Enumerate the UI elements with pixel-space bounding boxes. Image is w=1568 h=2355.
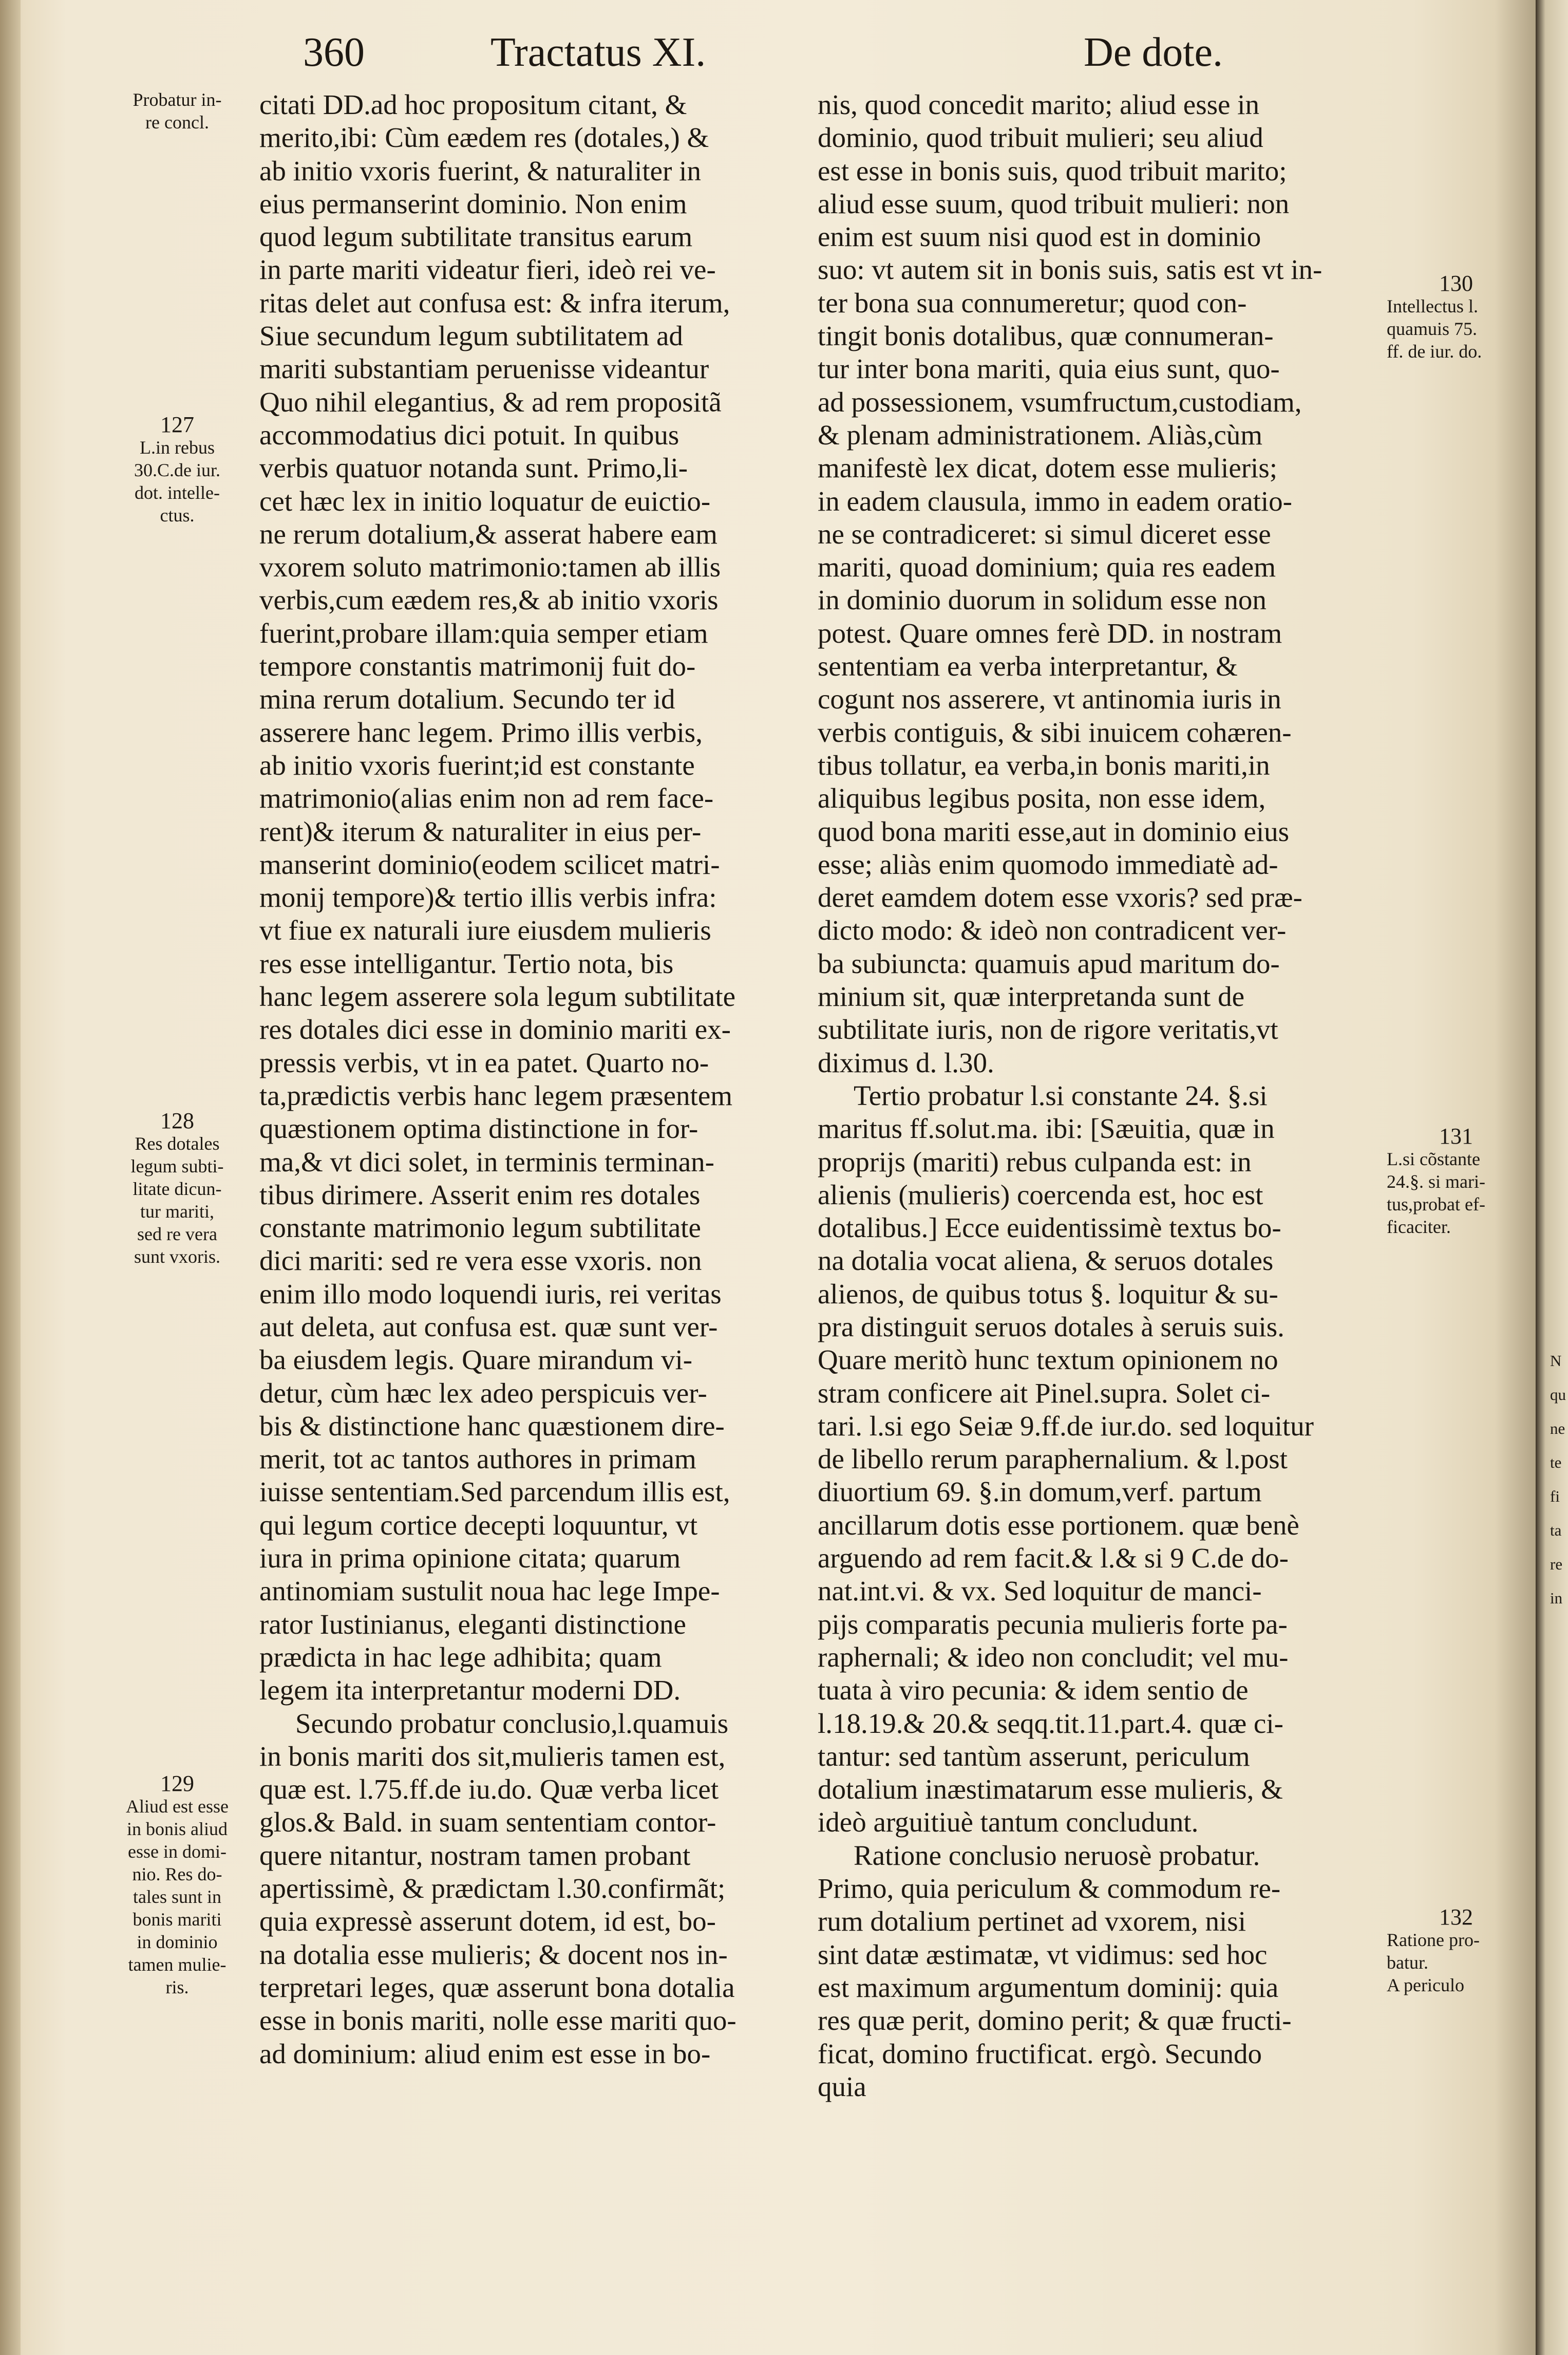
text-line: Siue secundum legum subtilitatem ad [259,320,683,352]
text-line: antinomiam sustulit noua hac lege Impe- [259,1575,720,1607]
text-line: ritas delet aut confusa est: & infra iterum, [259,287,730,319]
text-line: deret eamdem dotem esse vxoris? sed præ- [818,882,1302,913]
margin-note-line: tales sunt in [133,1886,221,1907]
text-line: esse in bonis mariti, nolle esse mariti quo- [259,2005,736,2036]
text-line: arguendo ad rem facit.& l.& si 9 C.de do- [818,1542,1289,1574]
text-line: monij tempore)& tertio illis verbis infra: [259,882,717,913]
text-line: manserint dominio(eodem scilicet matri- [259,848,720,880]
margin-note-line: A periculo [1387,1975,1464,1995]
text-line: ad dominium: aliud enim est esse in bo- [259,2038,711,2069]
margin-note-line: dot. intelle- [135,482,220,503]
margin-note-line: bonis mariti [133,1909,222,1930]
text-line: glos.& Bald. in suam sententiam contor- [259,1806,716,1838]
margin-note [110,88,244,134]
facing-page-edge [1536,0,1568,2355]
text-line: minium sit, quæ interpretanda sunt de [818,981,1244,1013]
margin-note-number: 130 [1439,271,1473,296]
margin-note-line: esse in domi- [128,1841,226,1862]
running-section: De dote. [1084,30,1223,75]
text-line: alienos, de quibus totus §. loquitur & su- [818,1278,1278,1310]
text-line: constante matrimonio legum subtilitate [259,1212,701,1244]
margin-note-line: 24.§. si mari- [1387,1171,1485,1192]
text-line: stram conficere ait Pinel.supra. Solet ci- [818,1377,1271,1409]
text-line: merit, tot ac tantos authores in primam [259,1443,696,1475]
text-line: res quæ perit, domino perit; & quæ fructi- [818,2005,1292,2036]
margin-note-line: ficaciter. [1387,1217,1451,1237]
facing-page-fragment: te [1550,1453,1562,1471]
margin-note-line: ris. [165,1977,189,1997]
text-line: ficat, domino fructificat. ergò. Secundo [818,2038,1262,2069]
text-line: na dotalia vocat aliena, & seruos dotales [818,1245,1274,1277]
margin-note-line: re concl. [145,112,209,133]
text-line: alienis (mulieris) coercenda est, hoc est [818,1179,1263,1210]
text-line: detur, cùm hæc lex adeo perspicuis ver- [259,1377,707,1409]
text-line: in parte mariti videatur fieri, ideò rei ve- [259,254,716,286]
margin-note-line: tus,probat ef- [1387,1194,1485,1214]
margin-note-line: ctus. [160,505,195,526]
text-line: accommodatius dici potuit. In quibus [259,419,679,451]
text-line: eius permanserint dominio. Non enim [259,188,687,219]
text-line: tibus tollatur, ea verba,in bonis mariti,in [818,749,1270,781]
margin-note [110,1772,244,1998]
text-line: tingit bonis dotalibus, quæ connumeran- [818,320,1274,352]
text-line: terpretari leges, quæ asserunt bona dotalia [259,1971,735,2003]
facing-page-fragment: in [1550,1589,1563,1607]
text-line: diximus d. l.30. [818,1046,994,1078]
margin-note-line: tamen mulie- [128,1954,226,1975]
margin-note-line: batur. [1387,1952,1428,1973]
margin-note [110,1110,244,1268]
text-line: in eadem clausula, immo in eadem oratio- [818,485,1292,517]
text-line: nat.int.vi. & vx. Sed loquitur de manci- [818,1575,1262,1607]
text-line: rent)& iterum & naturaliter in eius per- [259,815,702,847]
text-line: maritus ff.solut.ma. ibi: [Sæuitia, quæ in [818,1113,1275,1145]
margin-note-number: 127 [160,412,194,437]
margin-note-line: 30.C.de iur. [134,460,220,480]
text-line: quia [818,2070,866,2102]
text-line: manifestè lex dicat, dotem esse mulieris; [818,452,1278,484]
facing-page-fragment: N [1550,1352,1562,1370]
text-line: ad possessionem, vsumfructum,custodiam, [818,386,1302,418]
text-line: quod legum subtilitate transitus earum [259,221,693,253]
text-line: dicto modo: & ideò non contradicent ver- [818,914,1287,946]
text-line: sententiam ea verba interpretantur, & [818,650,1238,682]
text-line: ancillarum dotis esse portionem. quæ benè [818,1509,1299,1541]
text-line: in bonis mariti dos sit,mulieris tamen est, [259,1740,726,1772]
text-line: na dotalia esse mulieris; & docent nos in- [259,1938,728,1970]
text-line: res esse intelligantur. Tertio nota, bis [259,947,674,979]
text-line: ab initio vxoris fuerint, & naturaliter in [259,155,701,186]
text-column-right [818,88,1377,2103]
text-line: & plenam administrationem. Aliàs,cùm [818,419,1263,451]
margin-note-line: in bonis aliud [127,1819,228,1839]
text-line: fuerint,probare illam:quia semper etiam [259,617,708,649]
margin-note-line: Aliud est esse [126,1796,229,1817]
text-line: ideò arguitiuè tantum concludunt. [818,1806,1199,1838]
margin-note-number: 131 [1439,1124,1473,1149]
facing-page-fragment: ta [1550,1521,1562,1539]
margin-note-line: quamuis 75. [1387,319,1477,339]
text-line: verbis contiguis, & sibi inuicem cohæren- [818,716,1292,748]
text-line: tur inter bona mariti, quia eius sunt, quo- [818,353,1280,385]
margin-note-line: in dominio [137,1932,218,1952]
text-line: suo: vt autem sit in bonis suis, satis est vt in- [818,254,1323,286]
text-line: tuata à viro pecunia: & idem sentio de [818,1674,1249,1706]
text-line: ter bona sua connumeretur; quod con- [818,287,1247,319]
running-title: Tractatus XI. [490,30,706,75]
text-line: de libello rerum paraphernalium. & l.post [818,1443,1288,1475]
text-line: rum dotalium pertinet ad vxorem, nisi [818,1905,1246,1937]
text-line: aliquibus legibus posita, non esse idem, [818,782,1266,814]
text-line: Secundo probatur conclusio,l.quamuis [295,1707,729,1739]
text-line: verbis quatuor notanda sunt. Primo,li- [259,452,688,484]
text-line: enim illo modo loquendi iuris, rei veritas [259,1278,722,1310]
text-line: apertissimè, & prædictam l.30.confirmãt; [259,1873,726,1904]
text-line: tantur: sed tantùm asserunt, periculum [818,1740,1250,1772]
margin-note-line: tur mariti, [140,1201,214,1222]
text-line: legem ita interpretantur moderni DD. [259,1674,681,1706]
text-line: dici mariti: sed re vera esse vxoris. non [259,1245,702,1277]
text-line: asserere hanc legem. Primo illis verbis, [259,716,703,748]
text-line: Quo nihil elegantius, & ad rem propositã [259,386,722,418]
text-line: subtilitate iuris, non de rigore veritatis,vt [818,1014,1278,1045]
text-line: cet hæc lex in initio loquatur de euictio- [259,485,711,517]
margin-note [110,414,244,527]
margin-note-line: legum subti- [130,1156,224,1176]
margin-note-line: sunt vxoris. [134,1246,220,1267]
facing-page-fragment: re [1550,1555,1563,1573]
text-line: matrimonio(alias enim non ad rem face- [259,782,714,814]
text-line: potest. Quare omnes ferè DD. in nostram [818,617,1282,649]
text-line: ta,prædictis verbis hanc legem præsentem [259,1079,733,1111]
margin-note-line: Probatur in- [133,89,222,110]
text-line: mina rerum dotalium. Secundo ter id [259,683,675,715]
text-line: enim est suum nisi quod est in dominio [818,221,1261,253]
text-line: ba eiusdem legis. Quare mirandum vi- [259,1344,693,1376]
facing-page-fragment: qu [1550,1386,1566,1404]
margin-note-line: L.in rebus [140,437,215,458]
text-line: aut deleta, aut confusa est. quæ sunt ver- [259,1311,718,1342]
text-line: prædicta in hac lege adhibita; quam [259,1641,662,1673]
text-line: Quare meritò hunc textum opinionem no [818,1344,1278,1376]
text-line: ne se contradiceret: si simul diceret esse [818,518,1271,550]
text-line: cogunt nos asserere, vt antinomia iuris in [818,683,1281,715]
text-line: res dotales dici esse in dominio mariti ex- [259,1014,731,1045]
text-line: qui legum cortice decepti loquuntur, vt [259,1509,698,1541]
margin-note-line: Res dotales [135,1133,220,1154]
text-line: mariti substantiam peruenisse videantur [259,353,709,385]
text-line: quia expressè asserunt dotem, id est, bo- [259,1905,716,1937]
text-line: pra distinguit seruos dotales à seruis suis. [818,1311,1284,1342]
margin-note-number: 132 [1439,1904,1473,1930]
text-line: est esse in bonis suis, quod tribuit marito; [818,155,1287,186]
text-line: raphernali; & ideo non concludit; vel mu- [818,1641,1289,1673]
text-line: sint datæ æstimatæ, vt vidimus: sed hoc [818,1938,1268,1970]
text-line: ne rerum dotalium,& asserat habere eam [259,518,717,550]
margin-note-number: 128 [160,1108,194,1133]
margin-note-line: Intellectus l. [1387,296,1478,316]
text-line: proprijs (mariti) rebus culpanda est: in [818,1146,1252,1178]
margin-note-number: 129 [160,1771,194,1796]
margin-note-line: ff. de iur. do. [1387,341,1482,362]
page-gutter [0,0,21,2355]
text-line: tari. l.si ego Seiæ 9.ff.de iur.do. sed loquitur [818,1410,1314,1442]
text-line: rator Iustinianus, eleganti distinctione [259,1608,686,1640]
text-line: pijs comparatis pecunia mulieris forte pa- [818,1608,1288,1640]
text-line: est maximum argumentum dominij: quia [818,1971,1279,2003]
text-line: bis & distinctione hanc quæstionem dire- [259,1410,725,1442]
margin-note-line: nio. Res do- [132,1864,222,1884]
text-line: quere nitantur, nostram tamen probant [259,1839,691,1871]
text-line: tibus dirimere. Asserit enim res dotales [259,1179,701,1210]
text-line: dotalium inæstimatarum esse mulieris, & [818,1773,1283,1805]
page-edge-shadow [1495,0,1536,2355]
margin-note-line: sed re vera [137,1224,217,1244]
margin-note-line: L.si cõstante [1387,1149,1480,1169]
text-line: ba subiuncta: quamuis apud maritum do- [818,947,1280,979]
margin-note-line: litate dicun- [133,1179,222,1199]
facing-page-fragment: ne [1550,1419,1565,1437]
text-line: ab initio vxoris fuerint;id est constante [259,749,695,781]
text-line: Primo, quia periculum & commodum re- [818,1873,1281,1904]
text-line: aliud esse suum, quod tribuit mulieri: non [818,188,1290,219]
text-line: iura in prima opinione citata; quarum [259,1542,681,1574]
text-column-left [259,88,794,2070]
text-line: mariti, quoad dominium; quia res eadem [818,551,1276,583]
text-line: quod bona mariti esse,aut in dominio eius [818,815,1290,847]
text-line: quæstionem optima distinctione in for- [259,1113,698,1145]
text-line: pressis verbis, vt in ea patet. Quarto no- [259,1046,709,1078]
text-line: hanc legem asserere sola legum subtilitate [259,981,736,1013]
text-line: vt fiue ex naturali iure eiusdem mulieris [259,914,711,946]
text-line: Ratione conclusio neruosè probatur. [854,1839,1260,1871]
text-line: Tertio probatur l.si constante 24. §.si [854,1079,1268,1111]
text-line: dotalibus.] Ecce euidentissimè textus bo- [818,1212,1281,1244]
text-line: vxorem soluto matrimonio:tamen ab illis [259,551,721,583]
facing-page-fragment: fi [1550,1487,1560,1505]
text-line: merito,ibi: Cùm eædem res (dotales,) & [259,122,709,154]
text-line: in dominio duorum in solidum esse non [818,584,1267,616]
text-line: nis, quod concedit marito; aliud esse in [818,89,1259,120]
text-line: quæ est. l.75.ff.de iu.do. Quæ verba licet [259,1773,719,1805]
text-line: dominio, quod tribuit mulieri; seu aliud [818,122,1263,154]
page-number: 360 [303,30,365,75]
text-line: l.18.19.& 20.& seqq.tit.11.part.4. quæ ci- [818,1707,1283,1739]
margin-note-line: Ratione pro- [1387,1930,1480,1950]
text-line: ma,& vt dici solet, in terminis terminan- [259,1146,714,1178]
text-line: iuisse sententiam.Sed parcendum illis est, [259,1476,730,1508]
text-line: verbis,cum eædem res,& ab initio vxoris [259,584,719,616]
text-line: esse; aliàs enim quomodo immediatè ad- [818,848,1278,880]
text-line: tempore constantis matrimonij fuit do- [259,650,696,682]
text-line: citati DD.ad hoc propositum citant, & [259,89,687,120]
text-line: diuortium 69. §.in domum,verf. partum [818,1476,1262,1508]
